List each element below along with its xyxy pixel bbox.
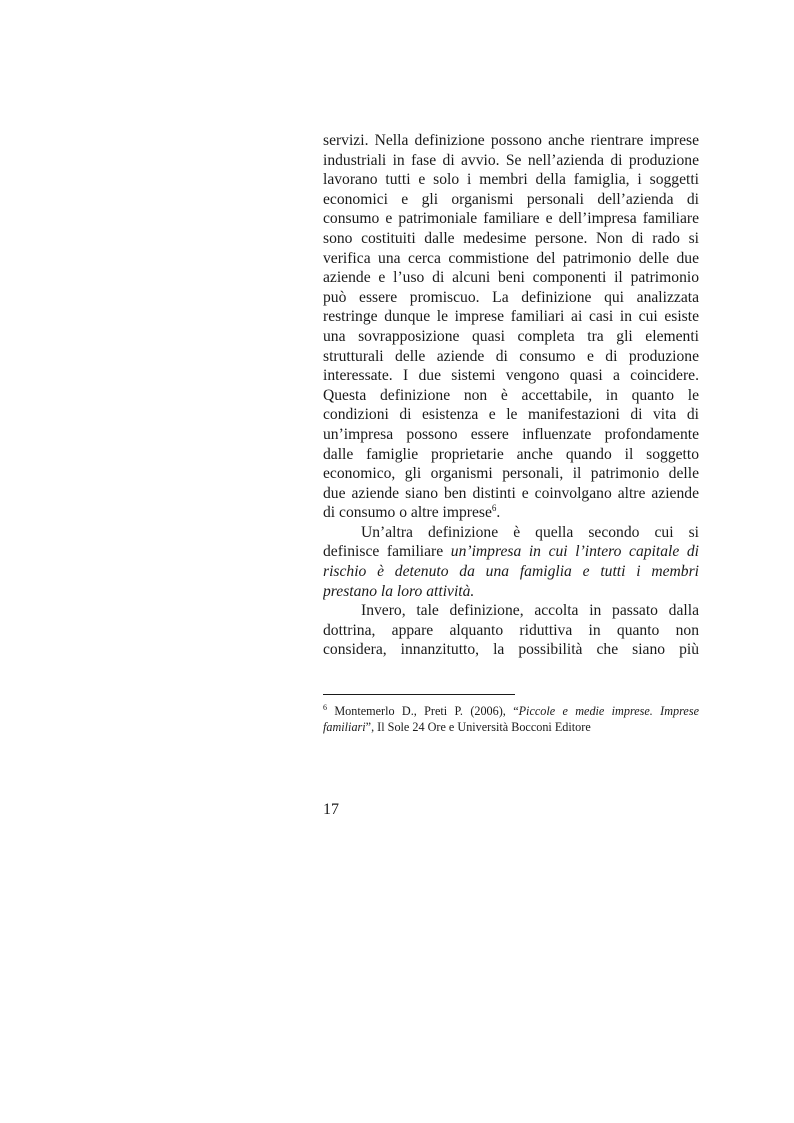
italic-text: familiari [323,720,366,734]
text-line: aziende e l’uso di alcuni beni componenti il patrimonio [323,269,699,287]
text-line: può essere promiscuo. La definizione qui analizzata [323,288,699,306]
text-line: dalle famiglie proprietarie anche quando il soggetto [323,445,699,463]
text-line: due aziende siano ben distinti e coinvolgano altre aziende [323,484,699,502]
paragraph-2 [323,523,699,601]
text-line [323,503,699,523]
italic-text: Piccole e medie imprese. Imprese [518,704,699,718]
text-segment: definisce familiare [323,543,451,561]
text-line [323,542,699,562]
footnote-number: 6 [323,703,327,712]
footnote-line [323,719,699,735]
text-line: considera, innanzitutto, la possibilità che siano più [323,641,699,659]
footnote [323,703,699,735]
footnote-line [323,703,699,719]
body-text [323,131,699,660]
text-line: interessate. I due sistemi vengono quasi a coincidere. [323,367,699,385]
text-line: dottrina, appare alquanto riduttiva in quanto non [323,621,699,639]
text-line: verifica una cerca commistione del patrimonio delle due [323,249,699,267]
text-line: sono costituiti dalle medesime persone. Non di rado si [323,229,699,247]
text-line: condizioni di esistenza e le manifestazioni di vita di [323,406,699,424]
page-number: 17 [323,801,339,818]
text-line: consumo e patrimoniale familiare e dell’impresa familiare [323,210,699,228]
text-line: Questa definizione non è accettabile, in quanto le [323,386,699,404]
text-line: un’impresa possono essere influenzate profondamente [323,425,699,443]
italic-text: rischio è detenuto da una famiglia e tutti i membri [323,563,699,581]
text-segment: . [496,504,501,522]
text-line: strutturali delle aziende di consumo e di produzione [323,347,699,365]
text-segment: ”, Il Sole 24 Ore e Università Bocconi Editore [365,720,591,734]
italic-text: prestano la loro attività. [323,582,475,600]
paragraph-1 [323,131,699,523]
text-segment: Montemerlo D., Preti P. (2006), “ [327,704,519,718]
text-line: lavorano tutti e solo i membri della famiglia, i soggetti [323,171,699,189]
text-line: industriali in fase di avvio. Se nell’azienda di produzione [323,151,699,169]
italic-text: un’impresa in cui l’intero capitale di [450,543,699,561]
text-line: Invero, tale definizione, accolta in passato dalla [361,602,699,620]
text-line: servizi. Nella definizione possono anche rientrare imprese [323,132,699,149]
text-line: Un’altra definizione è quella secondo cui si [361,523,699,541]
text-line: restringe dunque le imprese familiari ai casi in cui esiste [323,308,699,326]
text-line: economici e gli organismi personali dell’azienda di [323,190,699,208]
text-line [323,582,699,602]
text-line: economico, gli organismi personali, il patrimonio delle [323,465,699,483]
text-segment: di consumo o altre imprese [323,504,492,522]
footnote-reference[interactable]: 6 [491,503,497,514]
text-line [323,562,699,582]
footnote-separator [323,694,515,695]
paragraph-3 [323,601,699,660]
text-line: una sovrapposizione quasi completa tra gli elementi [323,327,699,345]
